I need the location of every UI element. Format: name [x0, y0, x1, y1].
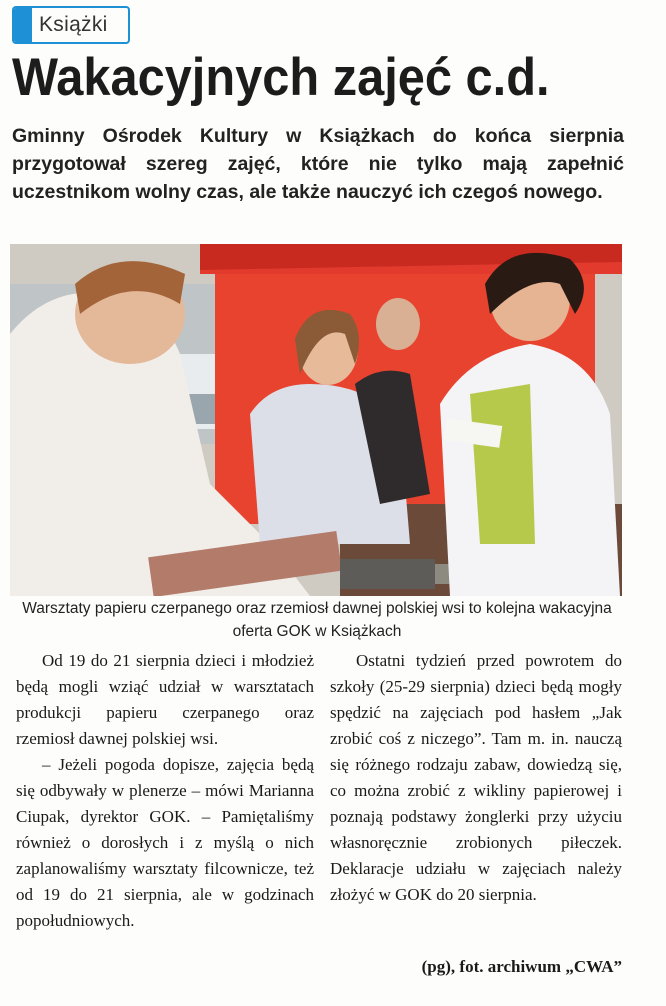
article-column-right [330, 648, 622, 908]
body-paragraph: – Jeżeli pogoda dopisze, zajęcia będą się odbywały w plenerze – mówi Marianna Ciupak, dyrektor GOK. – Pamiętaliśmy również o dorosłych i z myślą o nich zaplanowaliśmy warsztaty filcownicze, też od 19 do 21 sierpnia, ale w godzinach popołudniowych. [16, 755, 314, 930]
article-photo [10, 244, 622, 596]
article-column-left [16, 648, 314, 934]
section-label: Książki [39, 13, 108, 36]
photo-illustration [10, 244, 622, 596]
photo-credit: (pg), fot. archiwum „CWA” [421, 957, 622, 976]
body-paragraph: Ostatni tydzień przed powrotem do szkoły (25-29 sierpnia) dzieci będą mogły spędzić na zajęciach pod hasłem „Jak zrobić coś z niczego”. Tam m. in. nauczą się różnego rodzaju zabaw, dowiedzą się, co można zrobić z wikliny papierowej i poznają podstawy żonglerki przy użyciu własnoręcznie zrobionych piłeczek. Deklaracje udziału w zajęciach należy złożyć w GOK do 20 sierpnia. [330, 651, 622, 904]
photo-caption: Warsztaty papieru czerpanego oraz rzemiosł dawnej polskiej wsi to kolejna wakacyjna oferta GOK w Książkach [22, 600, 612, 640]
section-tag-bar [14, 8, 32, 42]
section-tag [12, 6, 130, 44]
lead-paragraph: Gminny Ośrodek Kultury w Książkach do końca sierpnia przygotował szereg zajęć, które nie tylko mają zapełnić uczestnikom wolny czas, ale także nauczyć ich czegoś nowego. [12, 125, 624, 203]
body-paragraph: Od 19 do 21 sierpnia dzieci i młodzież będą mogli wziąć udział w warsztatach produkcji papieru czerpanego oraz rzemiosł dawnej polskiej wsi. [16, 651, 314, 748]
headline: Wakacyjnych zajęć c.d. [12, 48, 550, 107]
